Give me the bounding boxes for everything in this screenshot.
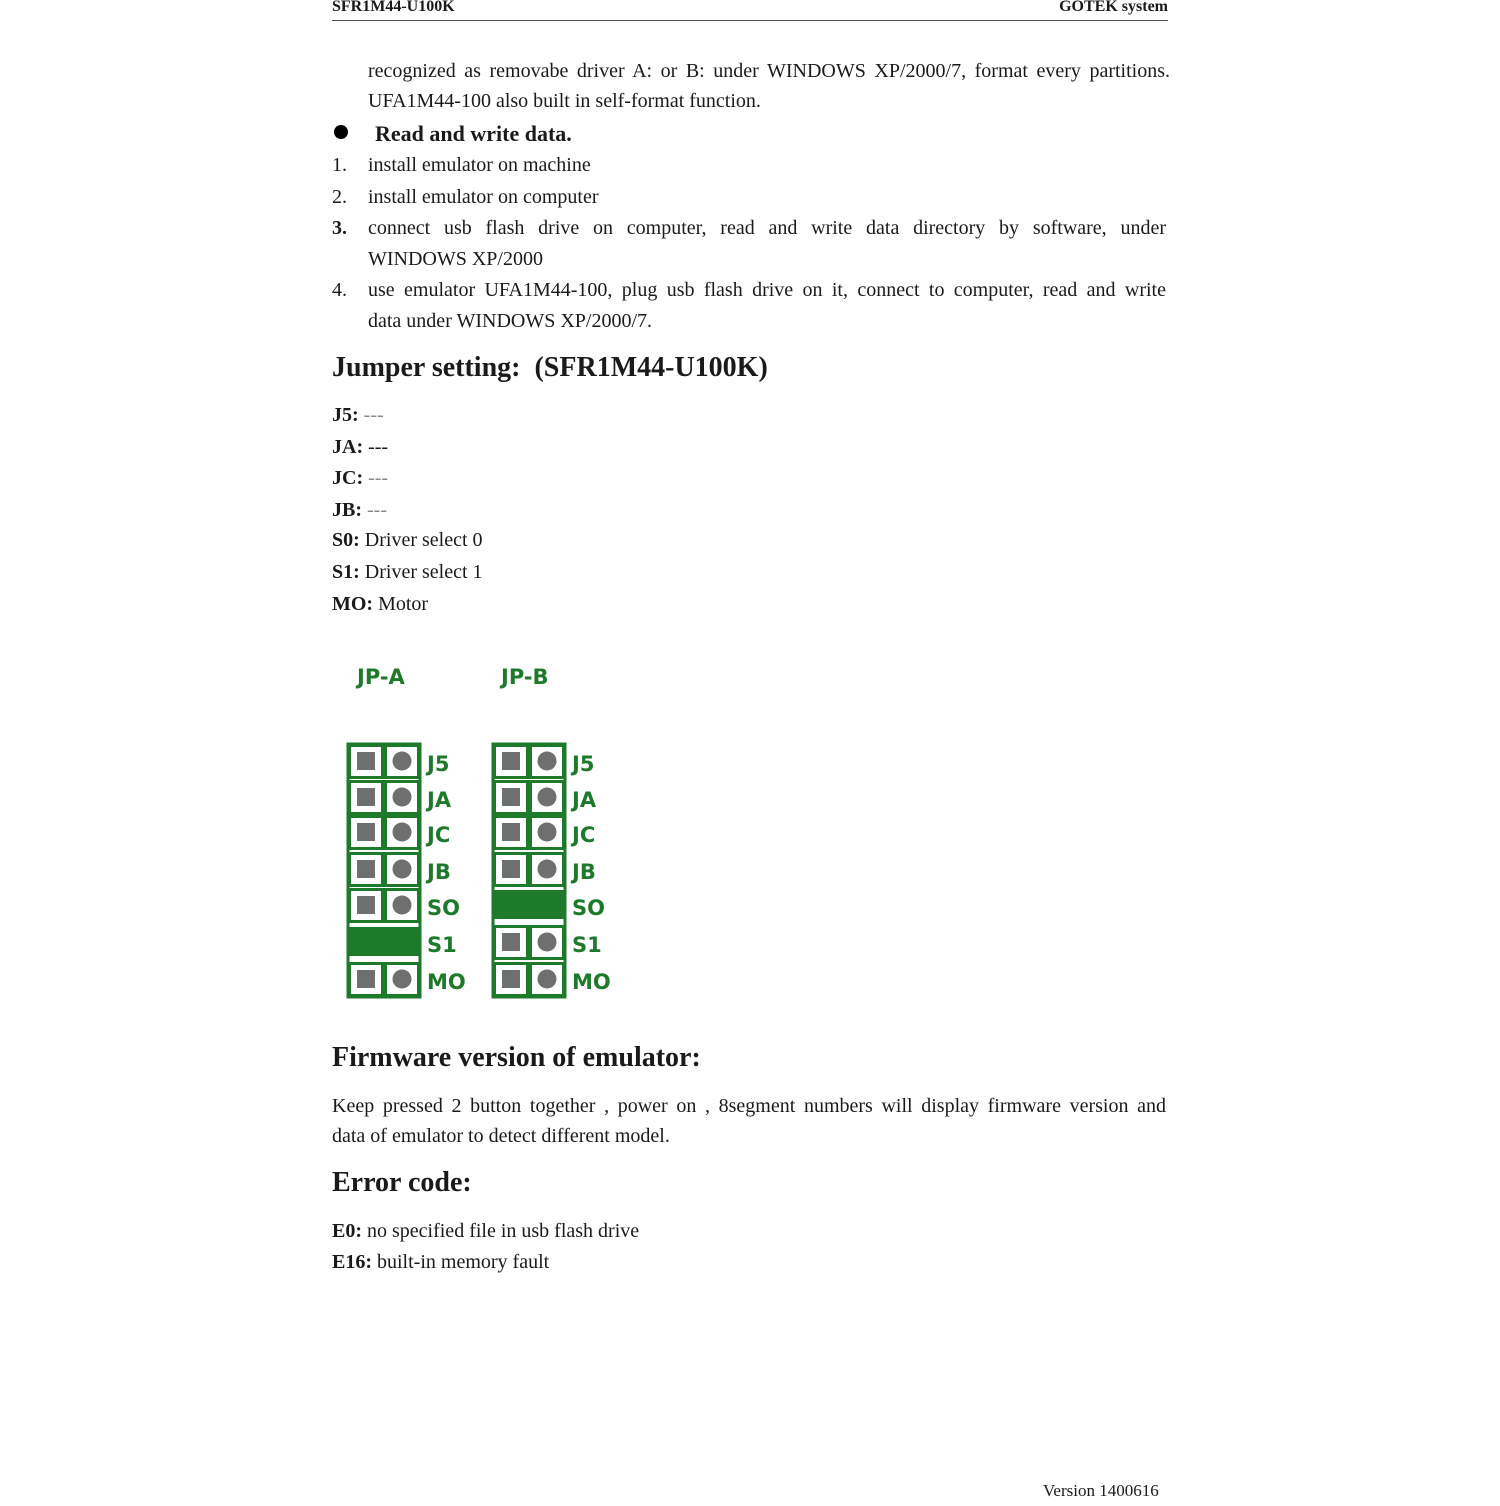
square-pin bbox=[357, 788, 375, 806]
error-item bbox=[332, 1216, 639, 1246]
pin-label: JC bbox=[572, 823, 596, 847]
step-4-text-line-2: data under WINDOWS XP/2000/7. bbox=[368, 310, 653, 332]
round-pin bbox=[538, 788, 557, 807]
jumper-key: JB: bbox=[332, 499, 362, 521]
pin-label: JA bbox=[427, 788, 452, 812]
round-pin bbox=[538, 970, 557, 989]
round-pin bbox=[538, 823, 557, 842]
step-3-text-line-1: connect usb flash drive on computer, read and write data directory by software, under bbox=[368, 217, 1166, 239]
version-footer: Version 1400616 bbox=[1043, 1481, 1159, 1500]
pin-label: MO bbox=[427, 970, 466, 994]
step-4-number: 4. bbox=[332, 279, 347, 301]
rw-heading: Read and write data. bbox=[375, 121, 572, 146]
jumper-key: MO: bbox=[332, 593, 374, 615]
round-pin bbox=[393, 752, 412, 771]
jumper-value: --- bbox=[368, 436, 389, 458]
square-pin bbox=[502, 933, 520, 951]
square-pin bbox=[502, 788, 520, 806]
jumper-key: J5: bbox=[332, 404, 359, 426]
error-item bbox=[332, 1247, 549, 1277]
pin-label: JB bbox=[427, 860, 451, 884]
jp-b-block bbox=[493, 744, 611, 997]
pin-label: JC bbox=[427, 823, 451, 847]
pin-label: S1 bbox=[427, 933, 457, 957]
step-3-text-line-2: WINDOWS XP/2000 bbox=[368, 248, 543, 270]
pin-label: J5 bbox=[427, 752, 450, 776]
header-model: SFR1M44-U100K bbox=[332, 0, 455, 15]
pin-label: SO bbox=[572, 896, 605, 920]
step-3-number: 3. bbox=[332, 217, 347, 239]
jumper-heading: Jumper setting: (SFR1M44-U100K) bbox=[332, 352, 768, 383]
error-key: E0: bbox=[332, 1220, 362, 1242]
square-pin bbox=[357, 970, 375, 988]
round-pin bbox=[538, 933, 557, 952]
round-pin bbox=[393, 896, 412, 915]
square-pin bbox=[502, 970, 520, 988]
error-value: no specified file in usb flash drive bbox=[367, 1220, 640, 1242]
pin-label: MO bbox=[572, 970, 611, 994]
square-pin bbox=[357, 860, 375, 878]
intro-line-2: UFA1M44-100 also built in self-format function. bbox=[368, 90, 761, 112]
step-1-text: install emulator on machine bbox=[368, 154, 591, 176]
step-4-text-line-1: use emulator UFA1M44-100, plug usb flash drive on it, connect to computer, read and write bbox=[368, 279, 1166, 301]
jumper-value: Motor bbox=[378, 593, 429, 615]
jp-a-block bbox=[348, 744, 466, 997]
round-pin bbox=[538, 752, 557, 771]
jumper-value: --- bbox=[363, 404, 384, 426]
jumper-value: --- bbox=[367, 499, 387, 521]
pin-label: SO bbox=[427, 896, 460, 920]
round-pin bbox=[393, 970, 412, 989]
round-pin bbox=[393, 823, 412, 842]
jumper-key: S0: bbox=[332, 529, 360, 551]
jumper-value: --- bbox=[368, 467, 389, 489]
pin-label: JA bbox=[572, 788, 597, 812]
round-pin bbox=[393, 788, 412, 807]
firmware-line-2: data of emulator to detect different model. bbox=[332, 1125, 670, 1147]
step-2-number: 2. bbox=[332, 186, 347, 208]
error-key: E16: bbox=[332, 1251, 372, 1273]
step-2-text: install emulator on computer bbox=[368, 186, 599, 208]
error-value: built-in memory fault bbox=[377, 1251, 550, 1273]
step-1-number: 1. bbox=[332, 154, 347, 176]
square-pin bbox=[357, 823, 375, 841]
square-pin bbox=[502, 752, 520, 770]
jumper-cap bbox=[348, 927, 420, 956]
header-brand: GOTEK system bbox=[1059, 0, 1168, 15]
pin-label: S1 bbox=[572, 933, 602, 957]
jumper-key: JA: bbox=[332, 436, 364, 458]
square-pin bbox=[502, 860, 520, 878]
jumper-value: Driver select 1 bbox=[364, 561, 483, 583]
jp-a-title: JP-A bbox=[357, 665, 405, 689]
firmware-line-1: Keep pressed 2 button together , power on , 8segment numbers will display firmware version and bbox=[332, 1095, 1166, 1117]
round-pin bbox=[393, 860, 412, 879]
pin-label: JB bbox=[572, 860, 596, 884]
pin-label: J5 bbox=[572, 752, 595, 776]
jumper-key: JC: bbox=[332, 467, 364, 489]
intro-line-1: recognized as removabe driver A: or B: under WINDOWS XP/2000/7, format every partitions. bbox=[368, 60, 1170, 82]
square-pin bbox=[357, 752, 375, 770]
square-pin bbox=[357, 896, 375, 914]
error-heading: Error code: bbox=[332, 1167, 472, 1198]
jumper-value: Driver select 0 bbox=[364, 529, 483, 551]
jp-b-title: JP-B bbox=[501, 665, 549, 689]
firmware-heading: Firmware version of emulator: bbox=[332, 1042, 701, 1073]
jumper-key: S1: bbox=[332, 561, 360, 583]
jumper-cap bbox=[493, 890, 565, 919]
round-pin bbox=[538, 860, 557, 879]
square-pin bbox=[502, 823, 520, 841]
